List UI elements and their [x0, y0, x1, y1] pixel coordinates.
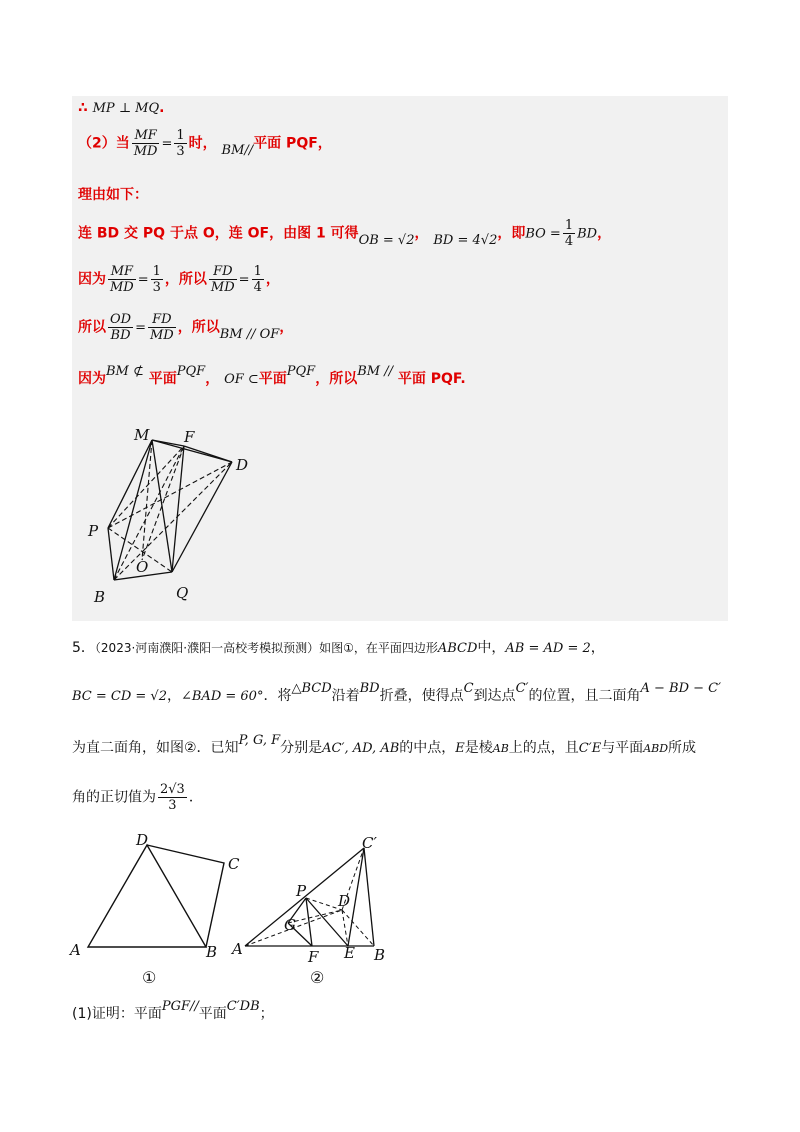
caption-2: ②: [310, 968, 325, 987]
solution-line-1: ∴ MP ⊥ MQ.: [78, 100, 165, 116]
label-F: F: [308, 948, 319, 966]
label-M: M: [134, 426, 150, 444]
solution-line-3: 理由如下：: [78, 187, 148, 203]
problem-line-2: BC = CD = √2，∠BAD = 60°．将△BCD沿着BD折叠，使得点C到达点C′的位置，且二面角A − BD − C′: [72, 681, 722, 704]
label-E: E: [344, 944, 355, 962]
problem-line-4: 角的正切值为 $\frac{2√3}{3}$ ．: [72, 782, 203, 813]
problem-line-3: 为直二面角，如图②．已知P, G, F分别是AC′, AD, AB的中点，E是棱AB上的点，且C′E与平面ABD所成: [72, 733, 697, 756]
solution-line-5: 因为 $\frac{MF}{MD}$ = $\frac{1}{3}$ ，所以 $\frac{FD}{MD}$ = $\frac{1}{4}$ ，: [78, 264, 280, 295]
label-B: B: [374, 946, 386, 964]
solution-line-2: （2）当 $\frac{MF}{MD}$ = $\frac{1}{3}$ 时， BM//平面 PQF，: [78, 128, 332, 159]
solution-line-4: 连 BD 交 PQ 于点 O，连 OF，由图 1 可得OB = √2， BD = 4√2，即BO = $\frac{1}{4}$ BD，: [78, 218, 612, 249]
label-B: B: [94, 588, 106, 606]
problem-line-1: 5．（2023·河南濮阳·濮阳一高校考模拟预测）如图①，在平面四边形ABCD中，AB = AD = 2，: [72, 640, 605, 656]
solution-line-7: 因为BM ⊄ 平面PQF， OF ⊂平面PQF，所以BM // 平面 PQF.: [78, 364, 466, 387]
solid-figure: [80, 420, 280, 610]
solution-line-6: 所以 $\frac{OD}{BD}$ = $\frac{FD}{MD}$ ，所以BM // OF，: [78, 312, 294, 343]
label-C-prime: C′: [362, 834, 377, 852]
caption-1: ①: [142, 968, 157, 987]
label-P: P: [88, 522, 99, 540]
label-D: D: [136, 831, 149, 849]
label-O: O: [136, 558, 149, 576]
label-B: B: [206, 943, 218, 961]
figure-2-tetrahedron: [230, 830, 410, 990]
label-C: C: [228, 855, 240, 873]
label-Q: Q: [176, 584, 189, 602]
label-A: A: [232, 940, 243, 958]
label-A: A: [70, 941, 81, 959]
label-P: P: [296, 882, 307, 900]
label-D: D: [338, 892, 351, 910]
label-F: F: [184, 428, 195, 446]
label-D: D: [236, 456, 249, 474]
question-1: (1)证明：平面PGF//平面C′DB；: [72, 999, 274, 1022]
label-G: G: [284, 916, 296, 934]
